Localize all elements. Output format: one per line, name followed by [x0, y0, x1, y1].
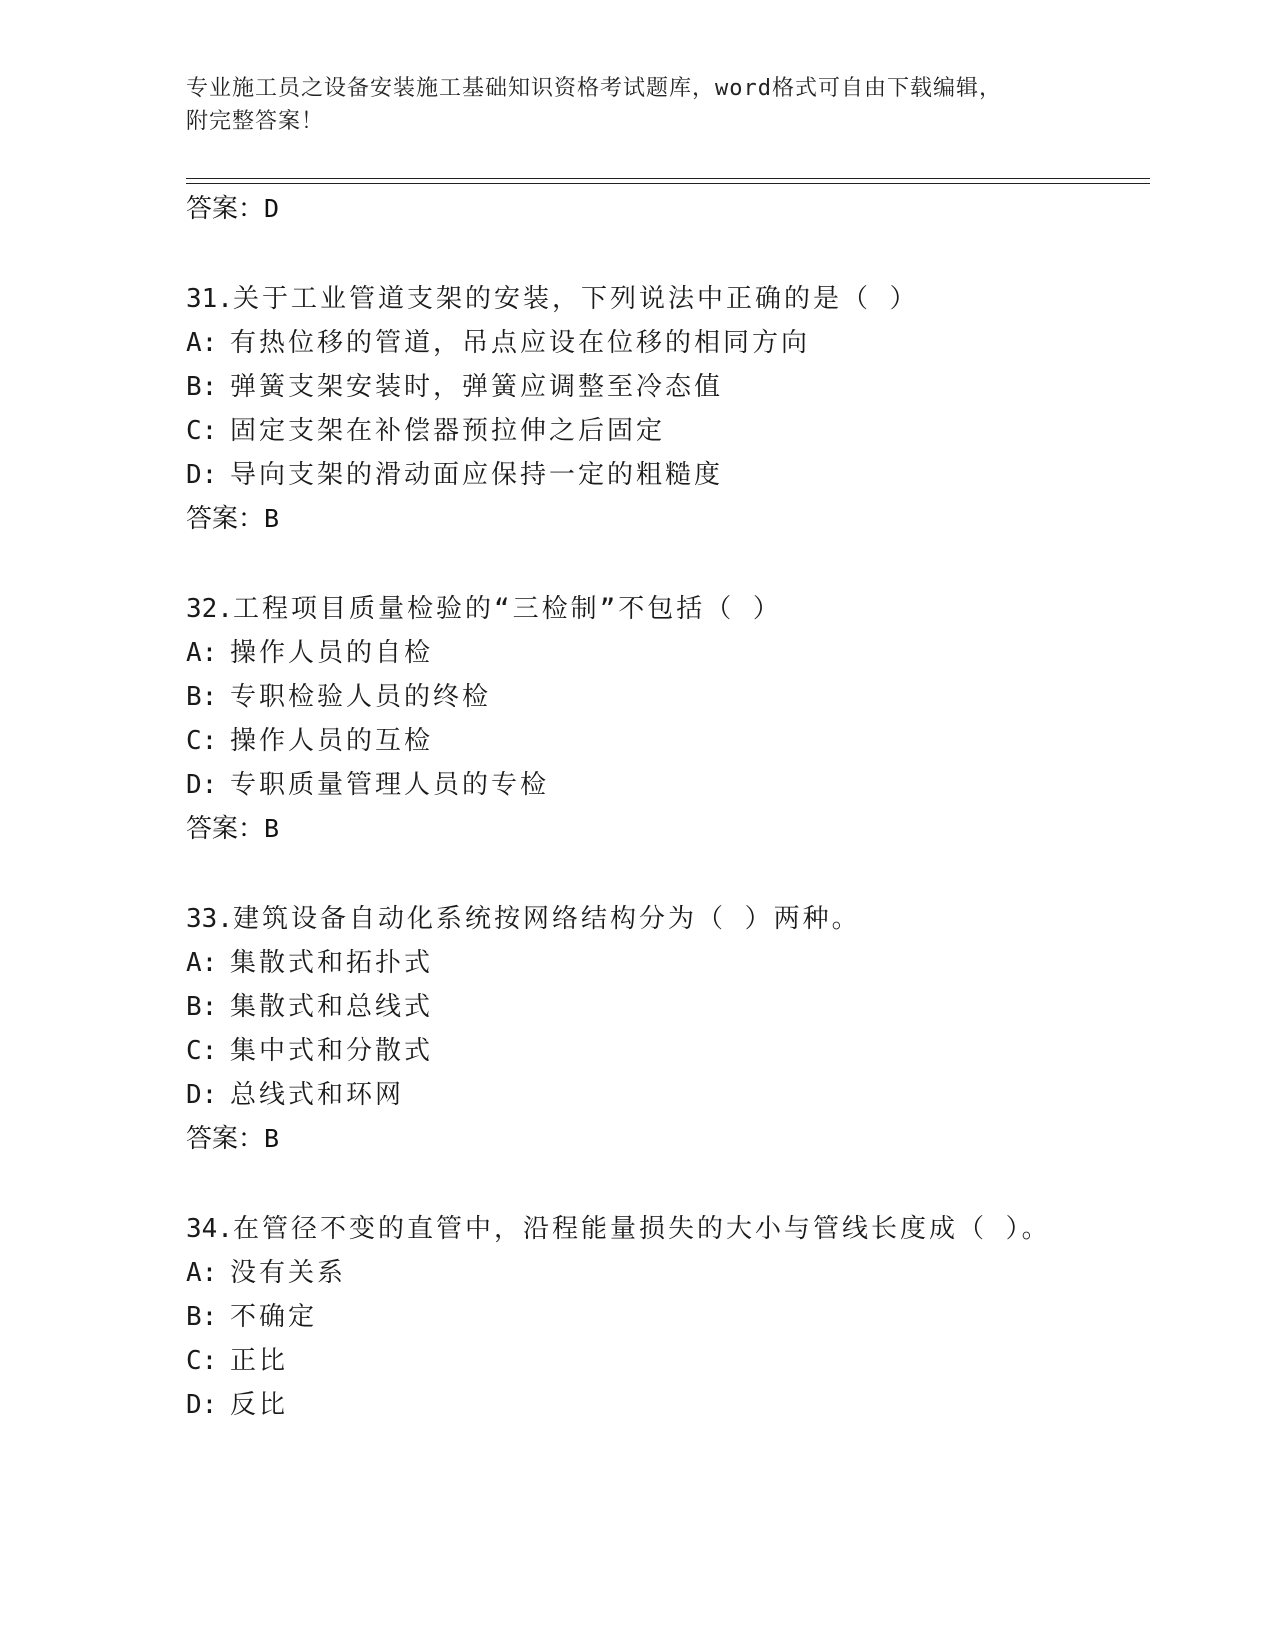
option-text: 操作人员的互检 [230, 726, 434, 756]
question-31 [186, 282, 919, 316]
question-34-option-d [186, 1388, 288, 1422]
question-33-option-a [186, 946, 433, 980]
question-31-option-b [186, 370, 723, 404]
question-33 [186, 902, 861, 936]
option-letter: D: [186, 460, 218, 490]
option-letter: B: [186, 992, 218, 1022]
option-text: 固定支架在补偿器预拉伸之后固定 [230, 416, 666, 446]
option-text: 总线式和环网 [230, 1080, 405, 1110]
option-letter: A: [186, 948, 218, 978]
question-number: 31. [186, 284, 233, 314]
option-text: 反比 [230, 1390, 289, 1420]
option-text: 不确定 [230, 1302, 318, 1332]
option-letter: B: [186, 1302, 218, 1332]
option-text: 有热位移的管道，吊点应设在位移的相同方向 [230, 328, 811, 358]
option-letter: C: [186, 416, 218, 446]
question-text: 在管径不变的直管中，沿程能量损失的大小与管线长度成（ ）。 [232, 1214, 1051, 1244]
question-32-option-b [186, 680, 491, 714]
option-letter: D: [186, 1080, 218, 1110]
header-line-2: 附完整答案！ [186, 109, 325, 134]
question-33-option-b [186, 990, 433, 1024]
question-34-option-c [186, 1344, 288, 1378]
question-32-option-d [186, 768, 549, 802]
answer-value: B [264, 1124, 280, 1153]
question-33-answer [186, 1122, 279, 1156]
question-31-answer [186, 502, 279, 536]
question-text: 建筑设备自动化系统按网络结构分为（ ）两种。 [232, 904, 861, 934]
option-text: 集散式和总线式 [230, 992, 434, 1022]
question-34-option-a [186, 1256, 346, 1290]
option-text: 集散式和拓扑式 [230, 948, 434, 978]
option-text: 没有关系 [230, 1258, 347, 1288]
question-34 [186, 1212, 1051, 1246]
option-letter: C: [186, 1346, 218, 1376]
question-text: 关于工业管道支架的安装，下列说法中正确的是（ ） [232, 284, 919, 314]
question-32-option-a [186, 636, 433, 670]
option-letter: A: [186, 638, 218, 668]
option-text: 集中式和分散式 [230, 1036, 434, 1066]
question-number: 33. [186, 904, 233, 934]
answer-label: 答案： [186, 194, 265, 224]
option-letter: D: [186, 770, 218, 800]
question-number: 32. [186, 594, 233, 624]
question-31-option-c [186, 414, 665, 448]
question-32-option-c [186, 724, 433, 758]
option-letter: D: [186, 1390, 218, 1420]
option-letter: B: [186, 682, 218, 712]
option-text: 专职检验人员的终检 [230, 682, 492, 712]
header-divider-bottom [186, 183, 1150, 184]
option-letter: C: [186, 726, 218, 756]
document-header [186, 72, 1086, 138]
answer-label: 答案： [186, 814, 265, 844]
question-32-answer [186, 812, 279, 846]
header-divider-top [186, 178, 1150, 179]
answer-label: 答案： [186, 504, 265, 534]
question-33-option-d [186, 1078, 404, 1112]
option-text: 弹簧支架安装时，弹簧应调整至冷态值 [230, 372, 724, 402]
answer-value: B [264, 814, 280, 843]
answer-label: 答案： [186, 1124, 265, 1154]
option-letter: B: [186, 372, 218, 402]
question-31-option-d [186, 458, 723, 492]
option-text: 正比 [230, 1346, 289, 1376]
question-34-option-b [186, 1300, 317, 1334]
question-31-option-a [186, 326, 810, 360]
question-32 [186, 592, 782, 626]
answer-value: B [264, 504, 280, 533]
question-number: 34. [186, 1214, 233, 1244]
option-letter: A: [186, 1258, 218, 1288]
header-line-1: 专业施工员之设备安装施工基础知识资格考试题库，word格式可自由下载编辑， [186, 76, 1002, 101]
option-letter: C: [186, 1036, 218, 1066]
option-letter: A: [186, 328, 218, 358]
prev-answer [186, 192, 279, 226]
option-text: 专职质量管理人员的专检 [230, 770, 550, 800]
option-text: 导向支架的滑动面应保持一定的粗糙度 [230, 460, 724, 490]
question-text: 工程项目质量检验的“三检制”不包括（ ） [232, 594, 782, 624]
option-text: 操作人员的自检 [230, 638, 434, 668]
question-33-option-c [186, 1034, 433, 1068]
answer-value: D [264, 194, 280, 223]
